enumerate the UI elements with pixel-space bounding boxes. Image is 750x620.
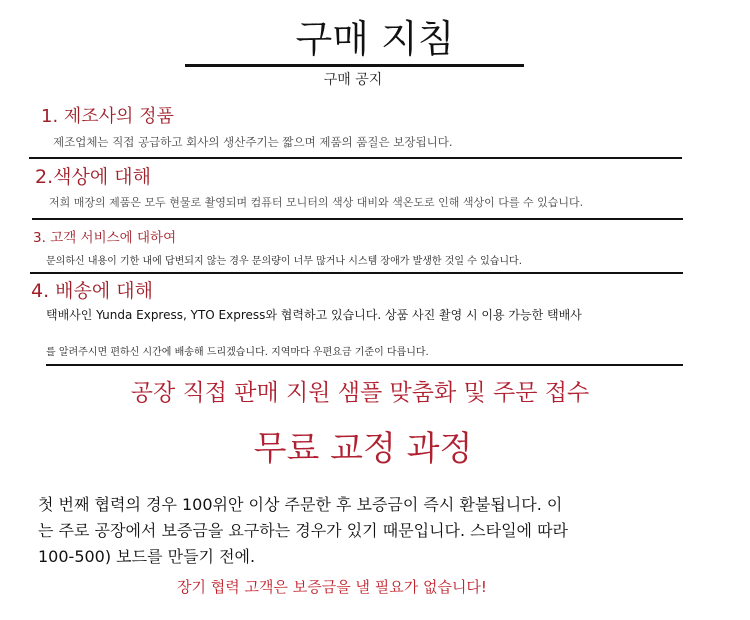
section-text-customer-service: 문의하신 내용이 기한 내에 답변되지 않는 경우 문의량이 너무 많거나 시스템 장애가 발생한 것일 수 있습니다. [46, 256, 522, 267]
section-divider [32, 218, 683, 220]
section-text-shipping-line1: 택배사인 Yunda Express, YTO Express와 협력하고 있습니다. 상품 사진 촬영 시 이용 가능한 택배사 [46, 308, 582, 322]
section-text-color: 저희 매장의 제품은 모두 현물로 촬영되며 컴퓨터 모니터의 색상 대비와 색온도로 인해 색상이 다를 수 있습니다. [49, 196, 584, 209]
deposit-paragraph-line3: 100-500) 보드를 만들기 전에. [38, 547, 256, 566]
proofing-process-title: 무료 교정 과정 [253, 429, 473, 469]
long-term-customer-note: 장기 협력 고객은 보증금을 낼 필요가 없습니다! [177, 578, 487, 596]
page-subtitle: 구매 공지 [323, 72, 383, 88]
deposit-paragraph-line2: 는 주로 공장에서 보증금을 요구하는 경우가 있기 때문입니다. 스타일에 따라 [38, 521, 568, 540]
page-title: 구매 지침 [295, 17, 455, 61]
section-divider [30, 272, 683, 274]
section-divider [46, 364, 683, 366]
section-text-manufacturer: 제조업체는 직접 공급하고 회사의 생산주기는 짧으며 제품의 품질은 보장됩니다. [53, 135, 453, 149]
section-heading-color: 2.색상에 대해 [35, 166, 151, 188]
section-text-shipping-line2: 를 알려주시면 편하신 시간에 배송해 드리겠습니다. 지역마다 우편요금 기준이 다릅니다. [46, 347, 429, 358]
title-divider [185, 64, 524, 67]
section-heading-customer-service: 3. 고객 서비스에 대하여 [33, 230, 177, 246]
section-heading-shipping: 4. 배송에 대해 [31, 280, 153, 302]
factory-banner: 공장 직접 판매 지원 샘플 맞춤화 및 주문 접수 [130, 380, 590, 406]
section-heading-manufacturer: 1. 제조사의 정품 [41, 106, 174, 127]
section-divider [29, 157, 682, 159]
deposit-paragraph-line1: 첫 번째 협력의 경우 100위안 이상 주문한 후 보증금이 즉시 환불됩니다. 이 [38, 495, 563, 514]
